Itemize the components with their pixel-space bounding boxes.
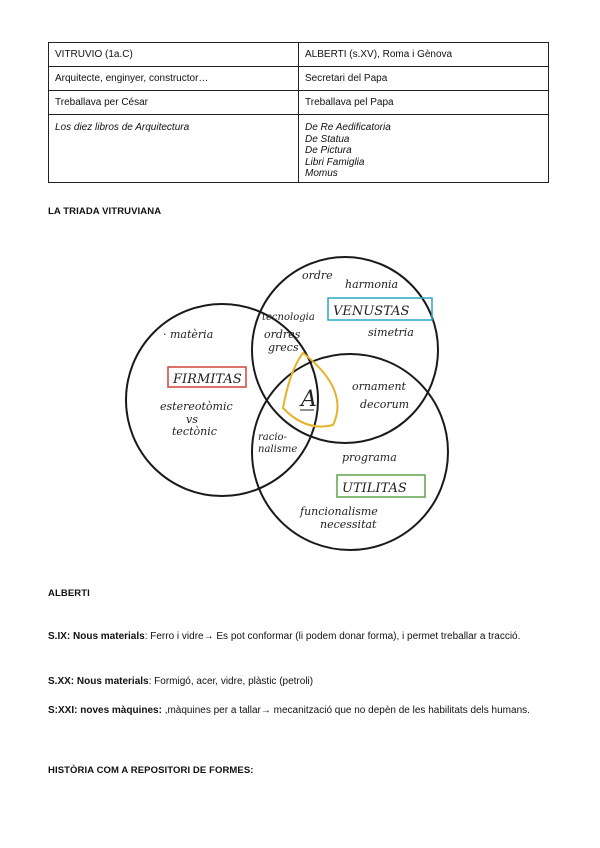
paragraph-text: : Formigó, acer, vidre, plàstic (petroli) <box>148 676 314 687</box>
necessitat-note: necessitat <box>320 518 377 531</box>
racionalisme-note-line2: nalisme <box>258 444 298 455</box>
paragraph-text: : Ferro i vidre→ Es pot conformar (li podem donar forma), i permet treballar a tracció. <box>144 631 521 642</box>
harmonia-note: harmonia <box>345 278 399 291</box>
vitruvian-triad-diagram <box>0 230 600 560</box>
table-row <box>49 115 549 183</box>
center-letter: A <box>301 387 317 412</box>
estereotomic-note: estereotòmic <box>160 400 233 413</box>
grecs-note: grecs <box>268 341 299 354</box>
paragraph-label: S.XX: Nous materials <box>48 676 149 687</box>
utilitas-label: UTILITAS <box>342 481 407 496</box>
materia-note: · matèria <box>163 328 214 341</box>
table-cell: Treballava pel Papa <box>299 91 549 115</box>
book-title: Libri Famiglia <box>305 156 365 168</box>
firmitas-label: FIRMITAS <box>173 372 242 387</box>
triad-heading: LA TRIADA VITRUVIANA <box>48 206 162 217</box>
table-cell: Secretari del Papa <box>299 67 549 91</box>
book-title: Momus <box>305 168 338 179</box>
table-cell: Treballava per César <box>49 91 299 115</box>
vs-note: vs <box>186 413 198 426</box>
table-cell: Arquitecte, enginyer, constructor… <box>49 67 299 91</box>
table-row <box>49 91 549 115</box>
table-row <box>49 67 549 91</box>
racionalisme-note-line1: racio- <box>258 432 287 443</box>
paragraph <box>48 629 548 644</box>
ordres-note: ordres <box>264 328 301 341</box>
book-title: De Pictura <box>305 145 352 156</box>
comparison-table <box>48 42 549 183</box>
paragraph-label: S:XXI: noves màquines: <box>48 705 162 716</box>
table-cell: ALBERTI (s.XV), Roma i Gènova <box>299 43 549 67</box>
paragraph <box>48 703 548 718</box>
paragraph-label: S.IX: Nous materials <box>48 631 145 642</box>
funcionalisme-note: funcionalisme <box>300 505 378 518</box>
history-heading: HISTÒRIA COM A REPOSITORI DE FORMES: <box>48 765 254 776</box>
decorum-note: decorum <box>360 398 410 411</box>
tecnologia-note: tecnologia <box>262 312 315 323</box>
book-title: De Re Aedificatoria <box>305 122 391 133</box>
simetria-note: simetria <box>368 326 414 339</box>
paragraph-text: ,màquines per a tallar→ mecanització que no depèn de les habilitats dels humans. <box>161 705 530 716</box>
venustas-label: VENUSTAS <box>333 304 410 319</box>
ordre-note: ordre <box>302 269 333 282</box>
table-cell: Los diez libros de Arquitectura <box>49 115 299 183</box>
book-title: De Statua <box>305 133 350 145</box>
table-cell: VITRUVIO (1a.C) <box>49 43 299 67</box>
alberti-heading: ALBERTI <box>48 588 90 599</box>
tectonic-note: tectònic <box>172 425 217 438</box>
programa-note: programa <box>342 451 397 464</box>
table-row <box>49 43 549 67</box>
ornament-note: ornament <box>352 380 406 393</box>
paragraph <box>48 674 548 689</box>
table-cell <box>299 115 549 183</box>
